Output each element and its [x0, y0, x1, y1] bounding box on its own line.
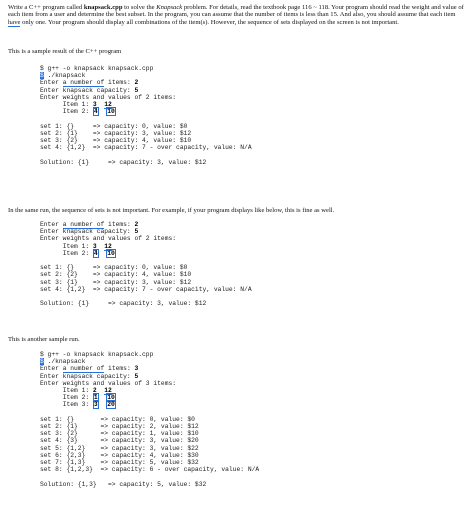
underlined-phrase: a number of: [62, 79, 105, 87]
intro-text: only one. Your program should display all combinations of the item(s). However, the sequence of sets displayed on the screen is not important.: [20, 18, 399, 26]
prompt-text: Enter knapsack capacity:: [40, 372, 135, 380]
set-line: set 3: {2} => capacity: 1, value: $10: [40, 430, 199, 438]
sample1-label: This is a sample result of the C++ program: [8, 48, 122, 55]
intro-text: to solve the: [122, 4, 157, 11]
weight-input: 4: [93, 108, 98, 116]
item-label: Item 2:: [62, 394, 93, 402]
underlined-phrase: a number of: [62, 221, 105, 228]
prompt-text: items:: [104, 221, 135, 228]
prompt-text: items:: [104, 79, 135, 87]
items-input: 3: [134, 365, 139, 373]
run-command: ./knapsack: [47, 72, 86, 80]
item-label: Item 1:: [62, 242, 93, 250]
prompt-text: Enter: [40, 365, 63, 373]
sample1-console: [40, 65, 252, 166]
prompt-text: Enter weights and values of 2 items:: [40, 235, 177, 243]
value-input: 12: [104, 387, 112, 395]
value-input: 20: [107, 401, 115, 409]
item-label: Item 2:: [62, 108, 93, 116]
set-line: set 6: {2,3} => capacity: 4, value: $30: [40, 451, 199, 459]
filename: knapsack.cpp: [83, 4, 123, 11]
solution-line: Solution: {1,3} => capacity: 5, value: $32: [40, 480, 207, 488]
capacity-input: 5: [134, 372, 139, 380]
value-input: 12: [104, 101, 112, 109]
set-line: set 4: {1,2} => capacity: 7 - over capacity, value: N/A: [40, 285, 252, 293]
prompt-text: Enter weights and values of 3 items:: [40, 379, 177, 387]
set-line: set 3: {2} => capacity: 4, value: $10: [40, 137, 192, 145]
solution-line: Solution: {1} => capacity: 3, value: $12: [40, 158, 207, 166]
weight-input: 3: [92, 101, 97, 109]
set-line: set 1: {} => capacity: 0, value: $0: [40, 122, 188, 130]
prompt-text: Enter knapsack capacity:: [40, 86, 135, 94]
set-line: set 2: {1} => capacity: 3, value: $12: [40, 129, 192, 137]
prompt-cursor: $: [40, 358, 44, 366]
set-line: set 1: {} => capacity: 0, value: $0: [40, 415, 195, 423]
item-label: Item 2:: [62, 249, 93, 257]
weight-input: 4: [93, 249, 98, 257]
set-line: set 1: {} => capacity: 0, value: $0: [40, 264, 188, 272]
sample2-console: [40, 221, 252, 307]
value-input: 10: [107, 108, 115, 116]
weight-input: 1: [93, 394, 98, 402]
problem-name: Knapsack: [156, 4, 183, 11]
weight-input: 3: [92, 242, 97, 250]
prompt-cursor: $: [40, 72, 44, 80]
intro-text: problem. For details, read the textbook page 116 ~ 118. Your program should read the weight and value of each item from a user and determine the best subset. In the program, you can assume that the number of items is less than 15. And also, you should assume that each item: [8, 4, 464, 19]
solution-line: Solution: {1} => capacity: 3, value: $12: [40, 300, 207, 308]
compile-command: $ g++ -o knapsack knapsack.cpp: [40, 351, 154, 358]
intro-paragraph: [8, 4, 466, 26]
set-line: set 3: {1} => capacity: 3, value: $12: [40, 278, 192, 286]
weight-input: 2: [92, 387, 97, 395]
compile-command: $ g++ -o knapsack knapsack.cpp: [40, 65, 154, 72]
capacity-input: 5: [134, 228, 139, 236]
have-word: have: [8, 18, 21, 26]
set-line: set 4: {1,2} => capacity: 7 - over capacity, value: N/A: [40, 144, 252, 152]
prompt-text: items:: [104, 365, 135, 373]
set-line: set 2: {2} => capacity: 4, value: $10: [40, 271, 192, 279]
set-line: set 5: {1,2} => capacity: 3, value: $22: [40, 444, 199, 452]
items-input: 2: [134, 221, 139, 228]
item-label: Item 3:: [62, 401, 93, 409]
sample3-label: This is another sample run.: [8, 336, 80, 343]
underlined-phrase: a number of: [62, 365, 105, 373]
sample3-console: [40, 351, 259, 488]
value-input: 10: [107, 394, 115, 402]
prompt-text: Enter: [40, 221, 63, 228]
mid-note: In the same run, the sequence of sets is not important. For example, if your program displays like below, this is fine as well.: [8, 207, 335, 214]
set-line: set 4: {3} => capacity: 3, value: $20: [40, 437, 199, 445]
prompt-text: Enter weights and values of 2 items:: [40, 93, 177, 101]
prompt-text: Enter knapsack capacity:: [40, 228, 135, 236]
intro-text: Write a C++ program called: [8, 4, 84, 11]
item-label: Item 1:: [62, 101, 93, 109]
capacity-input: 5: [134, 86, 139, 94]
item-label: Item 1:: [62, 387, 93, 395]
run-command: ./knapsack: [47, 358, 86, 366]
value-input: 12: [104, 242, 112, 250]
set-line: set 8: {1,2,3} => capacity: 6 - over capacity, value: N/A: [40, 466, 260, 474]
set-line: set 2: {1} => capacity: 2, value: $12: [40, 423, 199, 431]
set-line: set 7: {1,3} => capacity: 5, value: $32: [40, 459, 199, 467]
prompt-text: Enter: [40, 79, 63, 87]
value-input: 10: [107, 249, 115, 257]
weight-input: 3: [93, 401, 98, 409]
items-input: 2: [134, 79, 139, 87]
